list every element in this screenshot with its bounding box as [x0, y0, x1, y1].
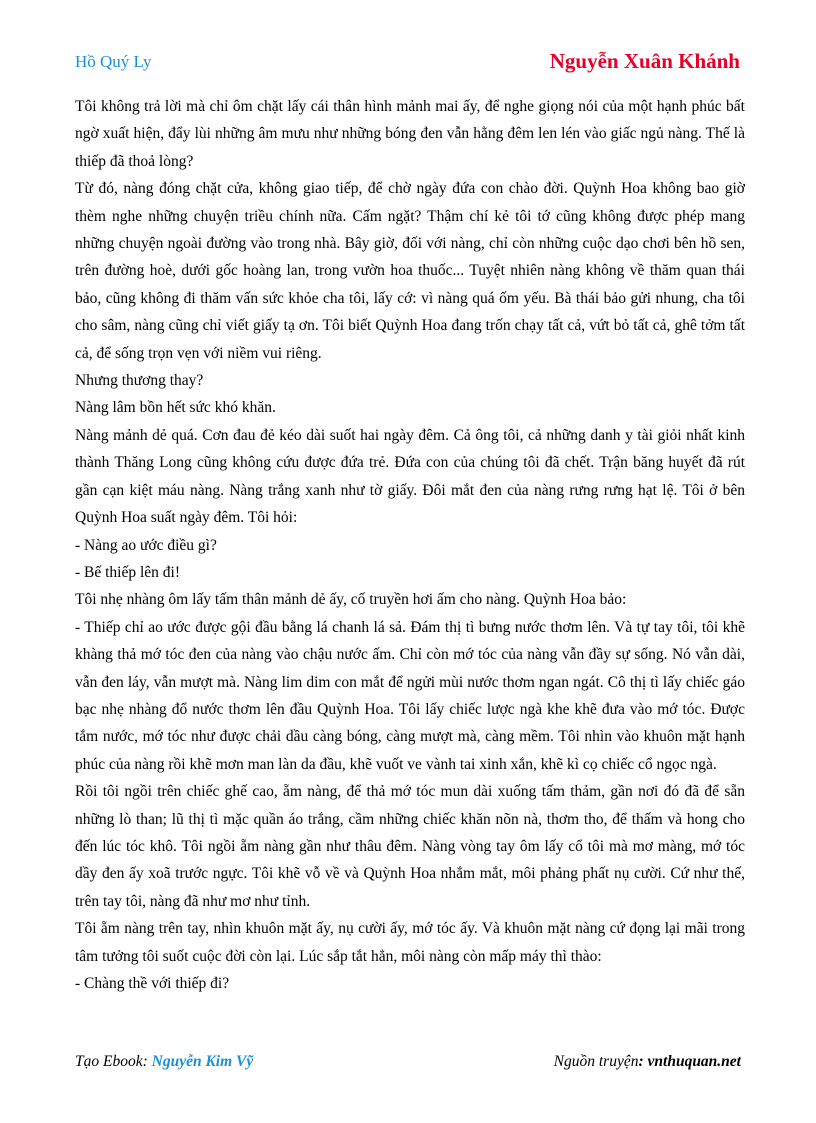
paragraph: Nàng mảnh dẻ quá. Cơn đau đẻ kéo dài suốt hai ngày đêm. Cả ông tôi, cả những danh y tài giỏi nhất kinh thành Thăng Long cũng không cứu được đứa trẻ. Đứa con của chúng tôi đã chết. Trận băng huyết đã rút gần cạn kiệt máu nàng. Nàng trắng xanh như tờ giấy. Đôi mắt đen của nàng rưng rưng hạt lệ. Tôi ở bên Quỳnh Hoa suất ngày đêm. Tôi hỏi: [75, 426, 745, 527]
ebook-label: Tạo Ebook [75, 1053, 143, 1070]
source-credit [554, 1053, 741, 1071]
source-site: vnthuquan.net [647, 1053, 741, 1070]
source-separator: : [638, 1053, 648, 1070]
source-label: Nguồn truyện [553, 1053, 639, 1070]
author-name: Nguyễn Xuân Khánh [549, 49, 740, 73]
paragraph: Tôi không trả lời mà chỉ ôm chặt lấy cái thân hình mảnh mai ấy, để nghe giọng nói của một hạnh phúc bất ngờ xuất hiện, đẩy lùi những âm mưu như những bóng đen vẫn hằng đêm len lén vào giấc ngủ nàng. Thế là thiếp đã thoả lòng? [75, 98, 745, 170]
paragraph: Tôi ẵm nàng trên tay, nhìn khuôn mặt ấy, nụ cười ấy, mớ tóc ấy. Và khuôn mặt nàng cứ đọng lại mãi trong tâm tưởng tôi suốt cuộc đời còn lại. Lúc sắp tắt hẳn, môi nàng còn mấp máy thì thào: [75, 920, 745, 965]
paragraph: Tôi nhẹ nhàng ôm lấy tấm thân mảnh dẻ ấy, cố truyền hơi ấm cho nàng. Quỳnh Hoa bảo: [75, 591, 627, 609]
book-title: Hồ Quý Ly [75, 52, 152, 71]
paragraph: Từ đó, nàng đóng chặt cửa, không giao tiếp, để chờ ngày đứa con chào đời. Quỳnh Hoa không bao giờ thèm nghe những chuyện triều chính nữa. Cấm ngặt? Thậm chí kẻ tôi tớ cũng không được phép mang những chuyện ngoài đường vào trong nhà. Bây giờ, đối với nàng, chỉ còn những cuộc dạo chơi bên hồ sen, trên đường hoè, dưới gốc hoàng lan, trong vườn hoa thuốc... Tuyệt nhiên nàng không về thăm quan thái bảo, cũng không đi thăm vấn sức khỏe cha tôi, lấy cớ: vì nàng quá ốm yếu. Bà thái bảo gửi nhung, cha tôi cho sâm, nàng cũng chỉ viết giấy tạ ơn. Tôi biết Quỳnh Hoa đang trốn chạy tất cả, vứt bỏ tất cả, ghê tởm tất cả, để sống trọn vẹn với niềm vui riêng. [75, 180, 745, 362]
paragraph: Nhưng thương thay? [75, 372, 204, 390]
story-body [75, 93, 745, 997]
paragraph: - Chàng thề với thiếp đi? [75, 975, 230, 992]
paragraph: - Thiếp chỉ ao ước được gội đầu bằng lá chanh lá sả. Đám thị tì bưng nước thơm lên. Và tự tay tôi, tôi khẽ khàng thả mớ tóc đen của nàng vào chậu nước ấm. Chỉ còn mớ tóc của nàng vẫn đầy sự sống. Nó vẫn dài, vẫn đen láy, vẫn mượt mà. Nàng lim dim con mắt để ngửi mùi nước thơm ngan ngát. Cô thị tì lấy chiếc gáo bạc nhẹ nhàng đổ nước thơm lên đầu Quỳnh Hoa. Tôi lấy chiếc lược ngà khe khẽ đưa vào mớ tóc. Được tắm nước, mớ tóc như được chải dầu càng bóng, càng mượt mà, càng mềm. Tôi nhìn vào khuôn mặt hạnh phúc của nàng rồi khẽ mơn man làn da đầu, khẽ vuốt ve vành tai xinh xắn, khẽ kì cọ chiếc cổ ngọc ngà. [75, 618, 745, 773]
paragraph: Rồi tôi ngồi trên chiếc ghế cao, ẵm nàng, để thả mớ tóc mun dài xuống tấm thảm, gần nơi đó đã để sẵn những lò than; lũ thị tì mặc quần áo trắng, cầm những chiếc khăn nõn nà, thơm tho, để thấm và hong cho đến lúc tóc khô. Tôi ngồi ẵm nàng gần như thâu đêm. Nàng vòng tay ôm lấy cổ tôi mà mơ màng, mớ tóc dầy đen ấy xoã trước ngực. Tôi khẽ vỗ về và Quỳnh Hoa nhắm mắt, môi phảng phất nụ cười. Cứ như thế, trên tay tôi, nàng đã như mơ như tỉnh. [75, 783, 745, 910]
ebook-credit [75, 1053, 253, 1071]
paragraph: - Bế thiếp lên đi! [75, 563, 181, 581]
ebook-creator: Nguyễn Kim Vỹ [151, 1053, 254, 1070]
paragraph: Nàng lâm bồn hết sức khó khăn. [75, 399, 276, 417]
ebook-separator: : [142, 1053, 152, 1070]
paragraph: - Nàng ao ước điều gì? [75, 536, 217, 554]
